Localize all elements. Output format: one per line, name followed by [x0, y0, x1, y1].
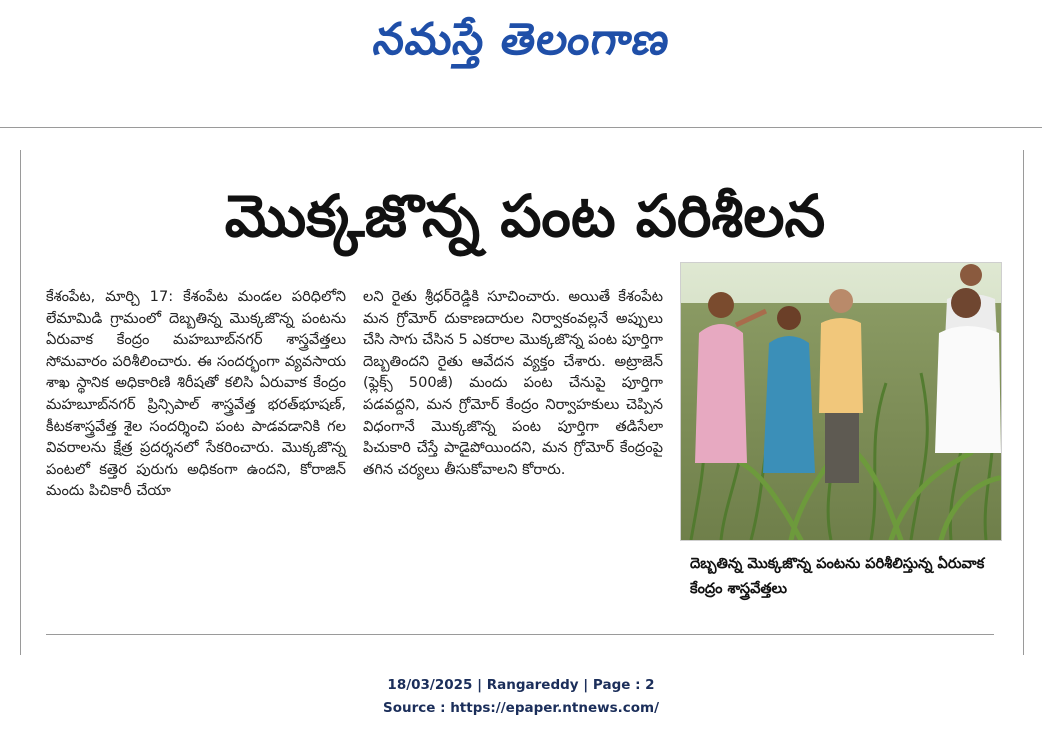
article-column-1: కేశంపేట, మార్చి 17: కేశంపేట మండల పరిధిలోని లేమామిడి గ్రామంలో దెబ్బతిన్న మొక్కజొన్న పంటను ఏరువాక కేంద్రం మహబూబ్‌నగర్ శాస్త్రవేత్తలు సోమవారం పరిశీలించారు. ఈ సందర్భంగా వ్యవసాయ శాఖ స్థానిక అధికారిణి శిరీషతో కలిసి ఏరువాక కేంద్రం మహబూబ్‌నగర్ ప్రిన్సిపాల్ శాస్త్రవేత్త భరత్‌భూషణ్, కీటకశాస్త్రవేత్త శైల సందర్శించి పంట పాడవడానికి గల వివరాలను క్షేత్ర ప్రదర్శనలో సేకరించారు. మొక్కజొన్న పంటలో కత్తెర పురుగు అధికంగా ఉందని, కోరాజిన్ మందు పిచికారీ చేయా — [46, 288, 346, 500]
masthead-divider — [0, 127, 1042, 128]
right-column-border — [1023, 150, 1024, 655]
source-link[interactable]: Source : https://epaper.ntnews.com/ — [382, 700, 660, 716]
edition-info: 18/03/2025 | Rangareddy | Page : 2 — [387, 677, 655, 693]
article-headline: మొక్కజొన్న పంట పరిశీలన — [224, 182, 826, 250]
left-column-border — [20, 150, 21, 655]
photo-caption: దెబ్బతిన్న మొక్కజొన్న పంటను పరిశీలిస్తున్న ఏరువాక కేంద్రం శాస్త్రవేత్తలు — [690, 556, 985, 597]
page-footer — [0, 674, 1042, 720]
article-bottom-divider — [46, 634, 994, 635]
masthead — [0, 0, 1042, 90]
newspaper-logo: నమస్తే తెలంగాణ — [370, 14, 674, 65]
article-photo — [680, 262, 1002, 541]
maize-field-photo — [681, 263, 1001, 540]
article-column-2: లని రైతు శ్రీధర్‌రెడ్డికి సూచించారు. అయితే కేశంపేట మన గ్రోమోర్ దుకాణదారుల నిర్వాకంవల్లనే అప్పులు చేసి సాగు చేసిన 5 ఎకరాల మొక్కజొన్న పంట పూర్తిగా దెబ్బతిందని రైతు ఆవేదన వ్యక్తం చేశారు. అట్రాజెన్ (ఫ్లెక్స్ 500జీ) మందు పంట చేనుపై పూర్తిగా పడవద్దని, మన గ్రోమోర్ కేంద్రం నిర్వాహకులు చెప్పిన విధంగానే మొక్కజొన్న పంట పూర్తిగా తడిసేలా పిచుకారి చేస్తే పాడైపోయిందని, మన గ్రోమోర్ కేంద్రంపై తగిన చర్యలు తీసుకోవాలని కోరారు. — [363, 288, 663, 478]
